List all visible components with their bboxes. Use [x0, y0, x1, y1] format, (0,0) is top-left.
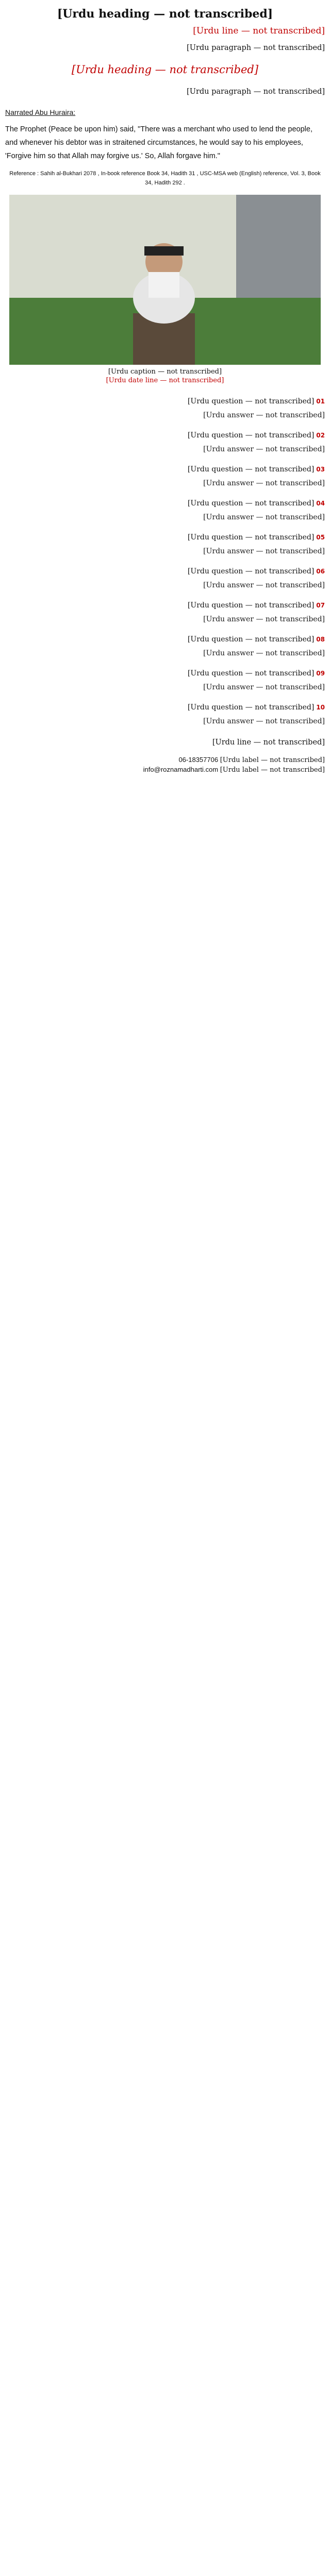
qa-item — [5, 531, 325, 558]
qa-answer: [Urdu answer — not transcribed] — [203, 615, 325, 623]
qa-question: [Urdu question — not transcribed] — [187, 533, 315, 541]
qa-question: [Urdu question — not transcribed] — [187, 431, 315, 439]
qa-item — [5, 429, 325, 456]
qa-question: [Urdu question — not transcribed] — [187, 601, 315, 609]
qa-answer: [Urdu answer — not transcribed] — [203, 717, 325, 725]
qa-item — [5, 497, 325, 524]
photo-date: [Urdu date line — not transcribed] — [106, 377, 224, 384]
qa-number: 08 — [316, 636, 325, 643]
qa-item — [5, 633, 325, 660]
qa-answer: [Urdu answer — not transcribed] — [203, 445, 325, 453]
qa-question: [Urdu question — not transcribed] — [187, 669, 315, 677]
qa-item — [5, 701, 325, 728]
qa-item — [5, 565, 325, 592]
qa-answer: [Urdu answer — not transcribed] — [203, 513, 325, 521]
email-link[interactable]: info@roznamadharti.com — [143, 766, 219, 773]
qa-answer: [Urdu answer — not transcribed] — [203, 683, 325, 691]
qa-number: 10 — [316, 704, 325, 711]
qa-item — [5, 395, 325, 422]
qa-answer: [Urdu answer — not transcribed] — [203, 479, 325, 487]
qa-answer: [Urdu answer — not transcribed] — [203, 547, 325, 555]
photo-banner — [236, 195, 321, 298]
contact-note: [Urdu line — not transcribed] — [212, 738, 325, 747]
qa-number: 02 — [316, 432, 325, 439]
qa-question: [Urdu question — not transcribed] — [187, 397, 315, 405]
qa-number: 03 — [316, 466, 325, 473]
qa-number: 05 — [316, 534, 325, 541]
qa-question: [Urdu question — not transcribed] — [187, 465, 315, 473]
qa-item — [5, 463, 325, 490]
qa-number: 09 — [316, 670, 325, 677]
qa-list — [5, 395, 325, 728]
phone-line — [5, 756, 325, 764]
phone-label: [Urdu label — not transcribed] — [220, 756, 325, 764]
phone-number[interactable]: 06-18357706 — [178, 756, 219, 764]
english-hadith-text: The Prophet (Peace be upon him) said, "There was a merchant who used to lend the people, and whenever his debtor was in straitened circumstances, he would say to his employees, 'Forgive him so that Allah may forgive us.' So, Allah forgave him." — [5, 125, 312, 160]
narrated-heading: Narrated Abu Huraira: — [5, 108, 76, 116]
speaker-photo — [9, 195, 321, 365]
photo-speaker-cap — [144, 246, 184, 256]
photo-caption: [Urdu caption — not transcribed] — [108, 368, 222, 376]
email-line — [5, 766, 325, 774]
salaam-line: [Urdu line — not transcribed] — [193, 26, 325, 36]
urdu-hadith-paragraph: [Urdu paragraph — not transcribed] — [187, 88, 325, 96]
qa-number: 01 — [316, 398, 325, 405]
qa-number: 06 — [316, 568, 325, 575]
hadith-title: [Urdu heading — not transcribed] — [71, 63, 259, 76]
intro-paragraph: [Urdu paragraph — not transcribed] — [187, 44, 325, 52]
hadith-reference: Reference : Sahih al-Bukhari 2078 , In-book reference Book 34, Hadith 31 , USC-MSA web (English) reference, Vol. 3, Book 34, Hadith 292 . — [9, 171, 321, 186]
qa-question: [Urdu question — not transcribed] — [187, 703, 315, 711]
qa-item — [5, 667, 325, 694]
qa-answer: [Urdu answer — not transcribed] — [203, 581, 325, 589]
qa-item — [5, 599, 325, 626]
email-label: [Urdu label — not transcribed] — [220, 766, 325, 774]
contact-block — [5, 735, 325, 774]
qa-number: 04 — [316, 500, 325, 507]
qa-answer: [Urdu answer — not transcribed] — [203, 411, 325, 419]
bismillah-heading: [Urdu heading — not transcribed] — [57, 7, 273, 21]
speaker-photo-image — [9, 195, 321, 365]
photo-speaker-beard — [148, 272, 179, 298]
qa-question: [Urdu question — not transcribed] — [187, 499, 315, 507]
qa-answer: [Urdu answer — not transcribed] — [203, 649, 325, 657]
qa-question: [Urdu question — not transcribed] — [187, 635, 315, 643]
qa-number: 07 — [316, 602, 325, 609]
qa-question: [Urdu question — not transcribed] — [187, 567, 315, 575]
